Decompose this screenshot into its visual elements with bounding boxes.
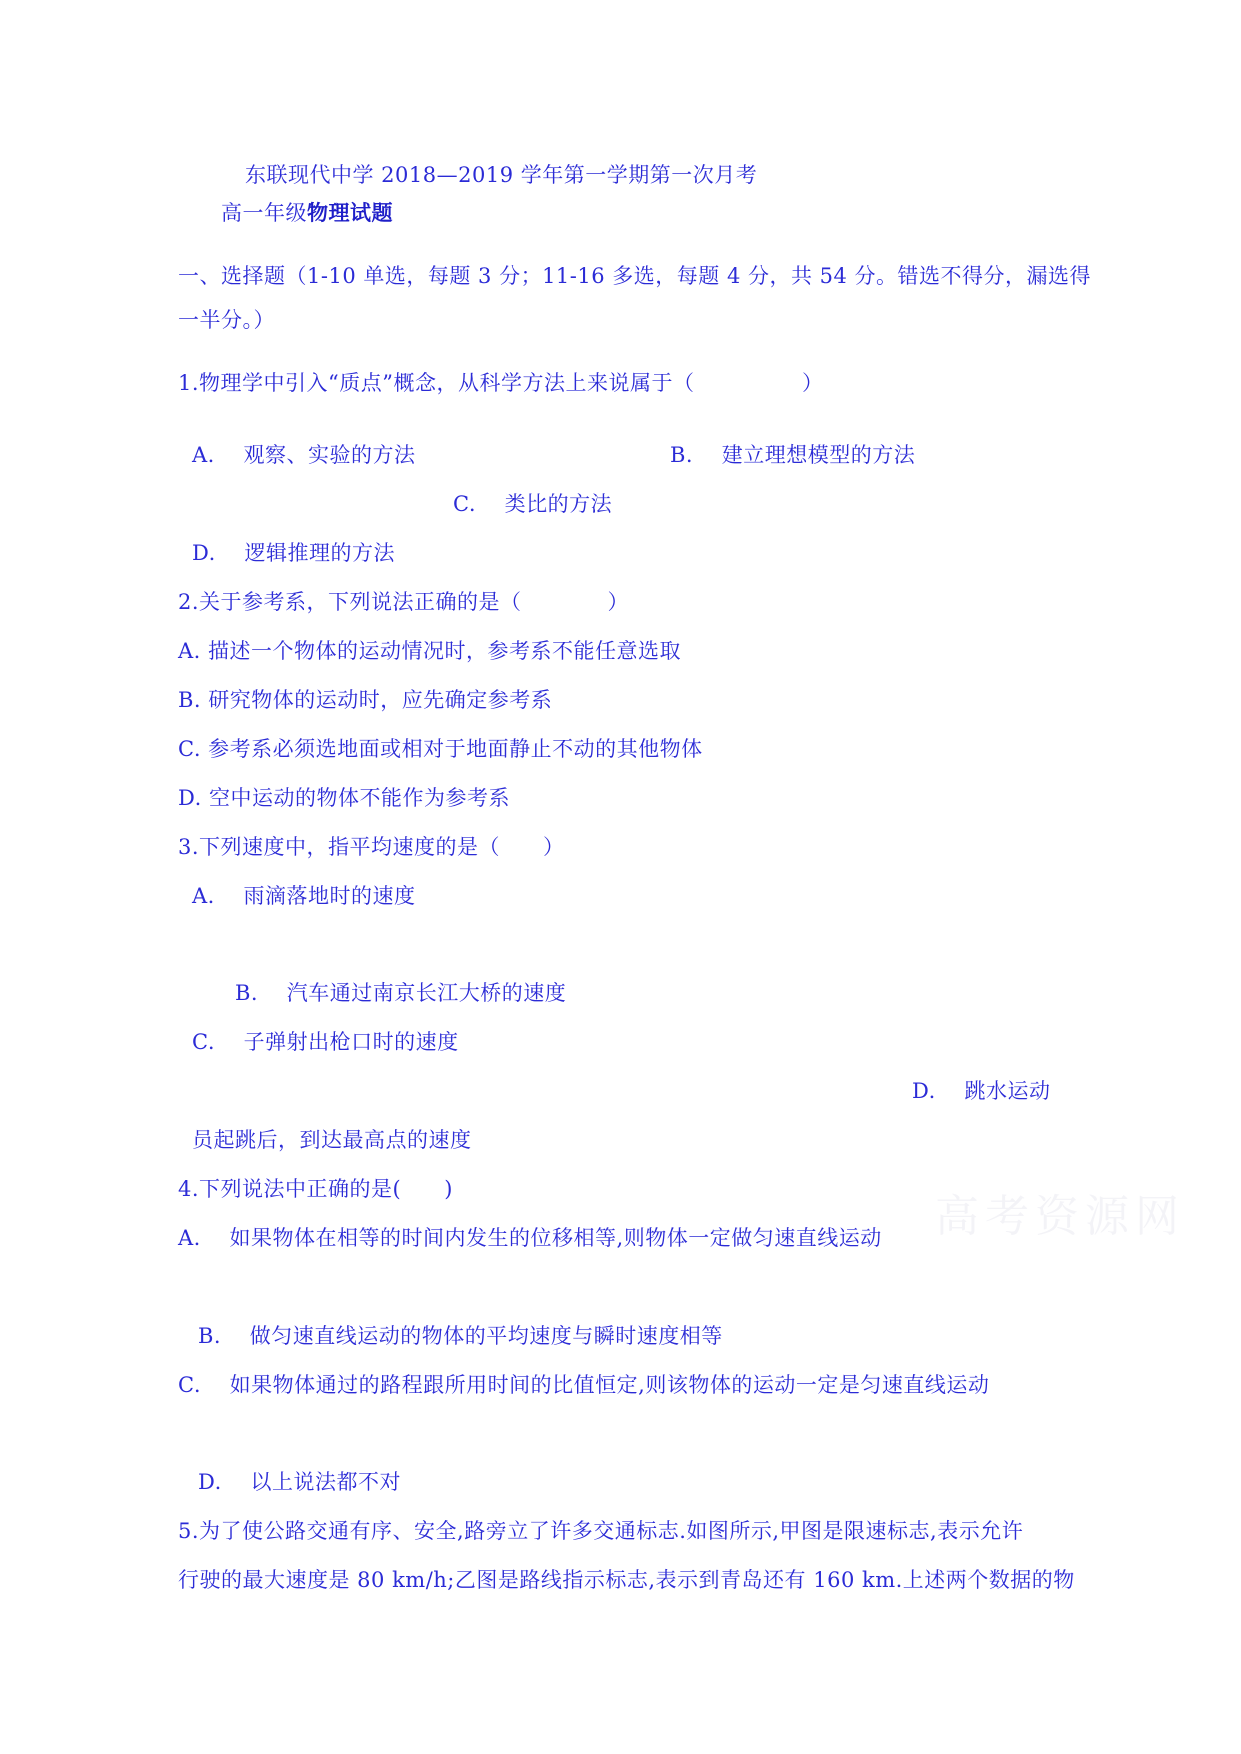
question-2-stem: 2.关于参考系，下列说法正确的是（ ）: [178, 590, 630, 614]
question-1-stem: 1.物理学中引入“质点”概念，从科学方法上来说属于（ ）: [178, 371, 824, 395]
question-3-option-c: C. 子弹射出枪口时的速度: [192, 1030, 459, 1054]
question-2-option-a: A. 描述一个物体的运动情况时，参考系不能任意选取: [178, 639, 682, 663]
question-4-option-d: D. 以上说法都不对: [198, 1470, 401, 1494]
question-1-option-c: C. 类比的方法: [453, 492, 613, 516]
question-3-option-d-cont: 员起跳后，到达最高点的速度: [192, 1128, 472, 1152]
question-4-option-a: A. 如果物体在相等的时间内发生的位移相等,则物体一定做匀速直线运动: [178, 1226, 882, 1250]
question-1-option-a: A. 观察、实验的方法: [192, 443, 416, 467]
question-4-stem: 4.下列说法中正确的是( ): [178, 1177, 453, 1201]
section-instructions-line2: 一半分。）: [178, 308, 275, 332]
exam-subtitle: [221, 199, 393, 227]
question-5-line2: 行驶的最大速度是 80 km/h;乙图是路线指示标志,表示到青岛还有 160 km.上述两个数据的物: [178, 1568, 1075, 1592]
question-3-option-d-start: D. 跳水运动: [912, 1079, 1051, 1103]
watermark: 高考资源网: [935, 1191, 1185, 1242]
subject-label: 物理试题: [307, 200, 393, 225]
question-2-option-d: D. 空中运动的物体不能作为参考系: [178, 786, 510, 810]
question-5-line1: 5.为了使公路交通有序、安全,路旁立了许多交通标志.如图所示,甲图是限速标志,表示允许: [178, 1519, 1024, 1543]
section-instructions-line1: 一、选择题（1-10 单选，每题 3 分；11-16 多选，每题 4 分，共 54 分。错选不得分，漏选得: [178, 264, 1092, 288]
question-4-option-c: C. 如果物体通过的路程跟所用时间的比值恒定,则该物体的运动一定是匀速直线运动: [178, 1373, 990, 1397]
question-2-option-c: C. 参考系必须选地面或相对于地面静止不动的其他物体: [178, 737, 703, 761]
question-1-option-d: D. 逻辑推理的方法: [192, 541, 395, 565]
question-3-stem: 3.下列速度中，指平均速度的是（ ）: [178, 835, 565, 859]
question-1-option-b: B. 建立理想模型的方法: [670, 443, 916, 467]
grade-label: 高一年级: [221, 201, 307, 225]
question-3-option-a: A. 雨滴落地时的速度: [192, 884, 416, 908]
question-2-option-b: B. 研究物体的运动时，应先确定参考系: [178, 688, 553, 712]
exam-title: 东联现代中学 2018—2019 学年第一学期第一次月考: [245, 163, 758, 187]
question-3-option-b: B. 汽车通过南京长江大桥的速度: [235, 981, 567, 1005]
question-4-option-b: B. 做匀速直线运动的物体的平均速度与瞬时速度相等: [198, 1324, 723, 1348]
